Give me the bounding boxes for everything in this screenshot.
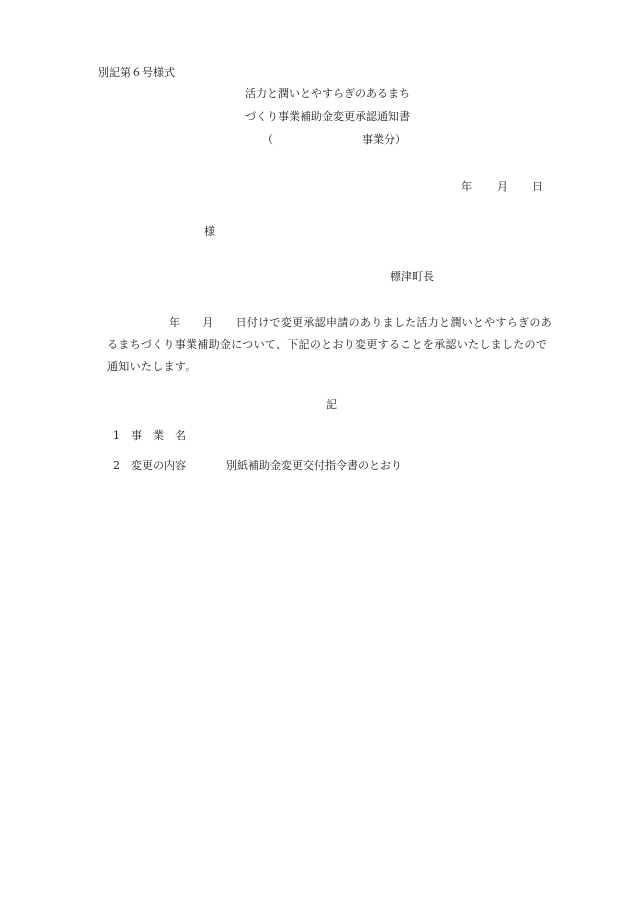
recipient-suffix: 様	[204, 225, 215, 238]
title-line-1: 活力と潤いとやすらぎのあるまち	[245, 87, 410, 100]
item-1-label: 事 業 名	[131, 429, 186, 442]
body-line-1-rest: 日付けで変更承認申請のありました活力と潤いとやすらぎのあ	[235, 316, 553, 329]
date-month: 月	[497, 180, 508, 193]
ki-heading: 記	[326, 398, 337, 411]
title-paren-close: 事業分）	[362, 133, 406, 146]
body-paragraph	[107, 312, 579, 378]
issuer: 標津町長	[390, 270, 434, 283]
item-2-value: 別紙補助金変更交付指令書のとおり	[226, 459, 402, 472]
body-line-3: 通知いたします。	[107, 360, 197, 373]
date-day: 日	[532, 180, 543, 193]
title-line-2: づくり事業補助金変更承認通知書	[245, 110, 410, 123]
body-month: 月	[202, 316, 214, 329]
body-line-1	[107, 312, 579, 334]
item-2-label: 変更の内容	[131, 459, 186, 472]
body-line-2: るまちづくり事業補助金について、下記のとおり変更することを承認いたしましたので	[107, 338, 548, 351]
date-year: 年	[461, 180, 472, 193]
body-year: 年	[169, 316, 181, 329]
item-2-number: 2	[113, 459, 120, 472]
title-paren-open: （	[262, 133, 273, 146]
form-label: 別記第６号様式	[98, 66, 175, 79]
item-1-number: 1	[113, 429, 120, 442]
